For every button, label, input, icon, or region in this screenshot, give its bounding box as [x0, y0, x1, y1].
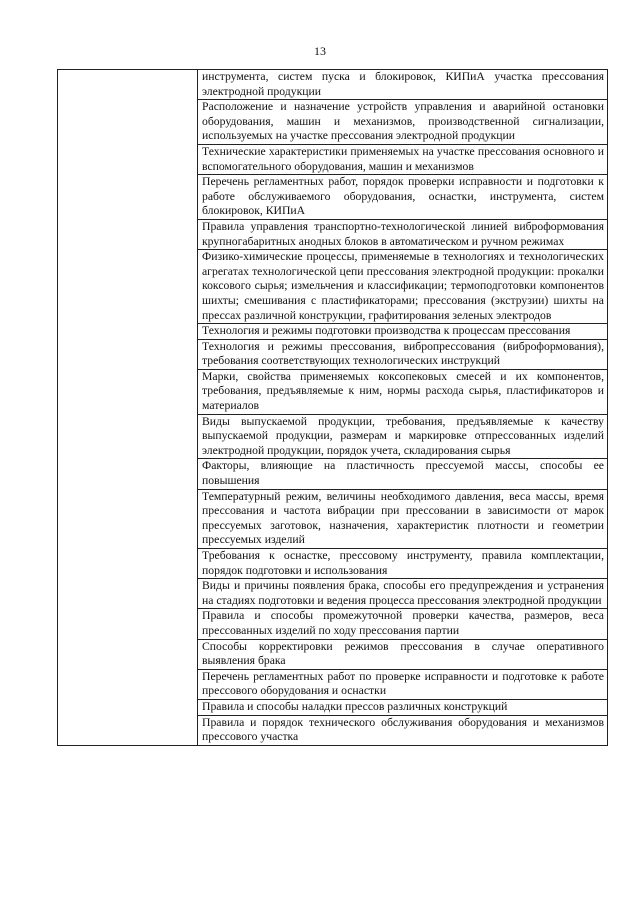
empty-label-cell	[58, 70, 198, 746]
requirement-text: Технология и режимы подготовки производства к процессам прессования	[202, 324, 571, 338]
requirement-cell	[198, 175, 608, 220]
page-number: 13	[314, 44, 326, 58]
requirement-cell	[198, 250, 608, 324]
requirement-text: Способы корректировки режимов прессования в случае оперативного выявления брака	[202, 639, 604, 668]
requirement-text: Марки, свойства применяемых коксопековых смесей и их компонентов, требования, предъявляемые к ним, нормы расхода сырья, пластификаторов и материалов	[202, 369, 604, 413]
requirement-text: Перечень регламентных работ, порядок проверки исправности и подготовки к работе обслуживаемого оборудования, оснастки, инструмента, систем блокировок, КИПиА	[202, 175, 604, 218]
requirement-text: Расположение и назначение устройств управления и аварийной остановки оборудования, машин и механизмов, производственной сигнализации, используемых на участке прессования электродной продукции	[202, 100, 604, 143]
requirement-text: Факторы, влияющие на пластичность прессуемой массы, способы ее повышения	[202, 459, 604, 488]
requirement-text: Виды и причины появления брака, способы его предупреждения и устранения на стадиях подготовки и ведения процесса прессования электродной продукции	[202, 579, 604, 607]
requirement-cell	[198, 144, 608, 174]
requirement-cell	[198, 100, 608, 145]
table-row	[58, 70, 608, 100]
requirement-cell	[198, 324, 608, 340]
requirement-text: Физико-химические процессы, применяемые в технологиях и технологических агрегатах технологической цепи прессования электродной продукции: прокалки коксового сырья; измельчения и классификации; термоподготовки компонентов шихты; смешивания с пластификаторами; прессования (экструзии) шихты на прессах различной конструкции, графитирования зеленых электродов	[202, 250, 604, 322]
requirement-cell	[198, 339, 608, 369]
knowledge-table	[57, 69, 608, 746]
requirement-cell	[198, 609, 608, 639]
requirement-cell	[198, 369, 608, 414]
requirement-text: Технические характеристики применяемых на участке прессования основного и вспомогательного оборудования, машин и механизмов	[202, 144, 604, 173]
requirement-cell	[198, 549, 608, 579]
requirement-text: Требования к оснастке, прессовому инструменту, правила комплектации, порядок подготовки и использования	[202, 549, 604, 577]
requirement-text: Правила управления транспортно-технологической линией виброформования крупногабаритных анодных блоков в автоматическом и ручном режимах	[202, 219, 604, 248]
requirement-cell	[198, 414, 608, 459]
requirement-cell	[198, 489, 608, 548]
requirement-text: инструмента, систем пуска и блокировок, КИПиА участка прессования электродной продукции	[202, 70, 604, 98]
requirement-text: Температурный режим, величины необходимого давления, веса массы, время прессования и частота вибрации при прессовании в зависимости от марок прессуемых заготовок, назначения, характеристик плотности и геометрии прессуемых изделий	[202, 489, 604, 547]
requirement-cell	[198, 579, 608, 609]
requirement-text: Правила и способы наладки прессов различных конструкций	[202, 699, 508, 713]
table-body	[58, 70, 608, 746]
requirement-text: Перечень регламентных работ по проверке исправности и подготовке к работе прессового оборудования и оснастки	[202, 669, 604, 698]
requirement-cell	[198, 669, 608, 699]
requirement-cell	[198, 70, 608, 100]
requirement-cell	[198, 219, 608, 249]
requirement-text: Правила и способы промежуточной проверки качества, размеров, веса прессованных изделий по ходу прессования партии	[202, 609, 604, 637]
requirement-text: Технология и режимы прессования, вибропрессования (виброформования), требования соответствующих технологических инструкций	[202, 339, 604, 368]
requirement-cell	[198, 715, 608, 745]
requirement-cell	[198, 459, 608, 489]
requirement-text: Виды выпускаемой продукции, требования, предъявляемые к качеству выпускаемой продукции, размерам и маркировке отпрессованных изделий электродной продукции, порядок учета, складирования сырья	[202, 414, 604, 457]
requirement-cell	[198, 639, 608, 669]
requirement-cell	[198, 699, 608, 715]
requirement-text: Правила и порядок технического обслуживания оборудования и механизмов прессового участка	[202, 715, 604, 744]
